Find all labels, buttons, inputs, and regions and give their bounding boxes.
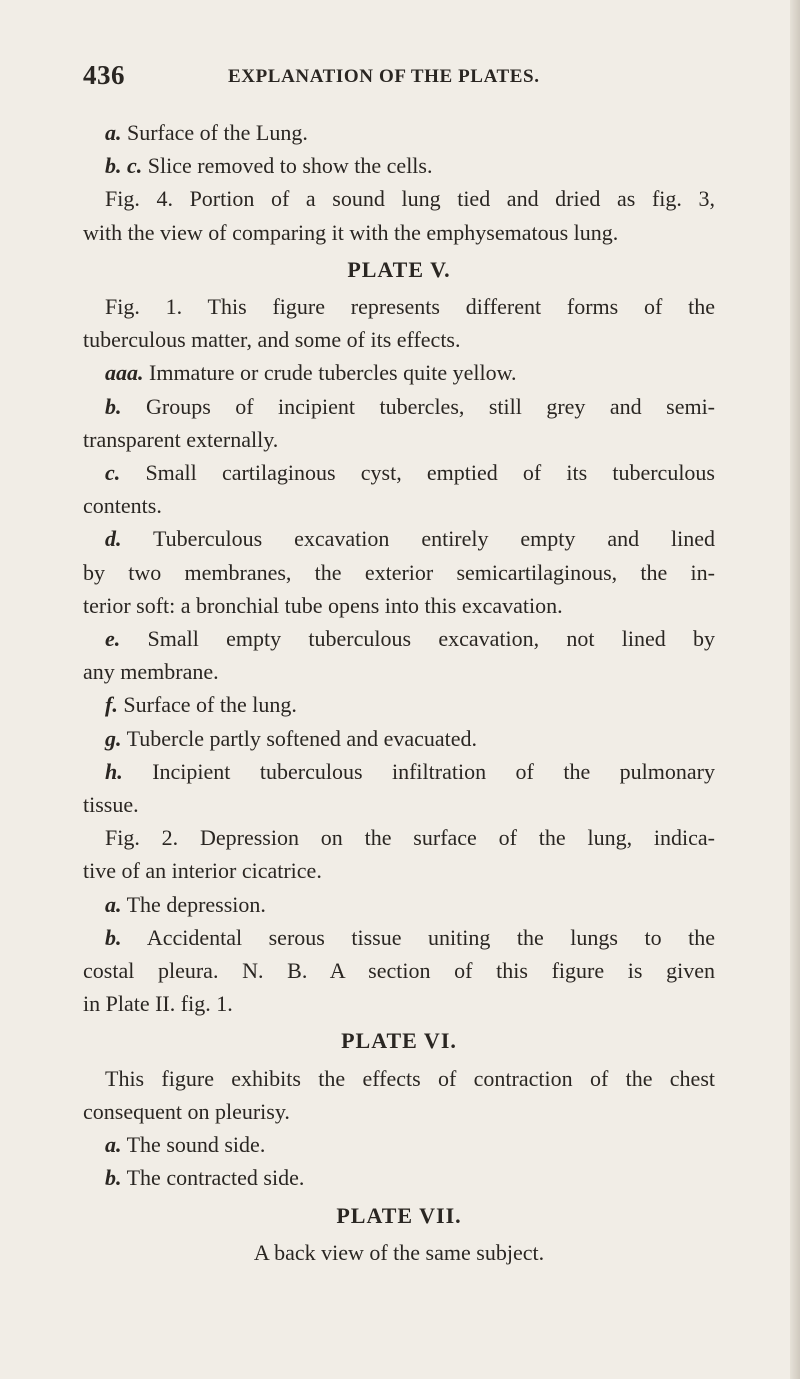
item-b — [83, 390, 715, 423]
item-text: Incipient tuberculous infiltration of the pulmonary — [152, 758, 715, 784]
item-d-cont-1: by two membranes, the exterior semicartilaginous, the in- — [83, 559, 715, 585]
fig2-item-a — [83, 888, 715, 921]
item-bc-slice — [83, 149, 715, 182]
item-d-cont-2: terior soft: a bronchial tube opens into this excavation. — [83, 592, 563, 618]
item-h — [83, 755, 715, 788]
book-page — [83, 60, 715, 1269]
item-label: a. — [105, 120, 122, 145]
item-label: b. — [105, 393, 122, 419]
item-label: aaa. — [105, 360, 144, 386]
plate-vi-line-1: This figure exhibits the effects of contraction of the chest — [105, 1065, 715, 1091]
fig1-line-2: tuberculous matter, and some of its effects. — [83, 327, 461, 353]
item-label: e. — [105, 626, 121, 652]
item-text: Slice removed to show the cells. — [147, 153, 433, 179]
item-label: f. — [105, 692, 118, 718]
item-a-surface — [83, 116, 715, 149]
item-label: g. — [105, 725, 122, 751]
plate-vi-line-2: consequent on pleurisy. — [83, 1098, 290, 1124]
plate-v-heading: PLATE V. — [347, 256, 451, 282]
item-label: a. — [105, 1132, 122, 1158]
item-label: b. — [105, 924, 122, 950]
item-aaa — [83, 356, 715, 389]
plate-vii-line-1: A back view of the same subject. — [253, 1239, 545, 1265]
item-label: d. — [105, 526, 122, 552]
plate-vi-item-b — [83, 1161, 715, 1194]
page-number: 436 — [83, 60, 125, 90]
item-text: Surface of the Lung. — [127, 120, 308, 145]
fig2-line-1: Fig. 2. Depression on the surface of the lung, indica- — [105, 825, 715, 851]
item-f — [83, 688, 715, 721]
item-text: Tubercle partly softened and evacuated. — [126, 725, 478, 751]
item-text: Small cartilaginous cyst, emptied of its tuberculous — [145, 460, 715, 486]
item-text: The contracted side. — [126, 1165, 305, 1191]
running-head: EXPLANATION OF THE PLATES. — [228, 66, 540, 87]
fig2-item-b-cont-1: costal pleura. N. B. A section of this figure is given — [83, 958, 715, 984]
item-g — [83, 722, 715, 755]
item-text: Accidental serous tissue uniting the lungs to the — [146, 924, 715, 950]
plate-vi-item-a — [83, 1128, 715, 1161]
item-label: h. — [105, 758, 123, 784]
item-text: Groups of incipient tubercles, still grey and semi- — [145, 393, 716, 419]
item-c-cont: contents. — [83, 493, 162, 519]
page-header — [83, 60, 715, 100]
page-edge-shadow — [790, 0, 800, 1379]
item-label: b. c. — [105, 153, 143, 179]
item-c — [83, 456, 715, 489]
plate-vii-heading: PLATE VII. — [336, 1202, 462, 1228]
fig4-line-1: Fig. 4. Portion of a sound lung tied and dried as fig. 3, — [105, 186, 715, 212]
item-label: c. — [105, 460, 121, 486]
item-e — [83, 622, 715, 655]
item-text: The sound side. — [126, 1132, 266, 1158]
item-label: b. — [105, 1165, 122, 1191]
item-text: The depression. — [126, 891, 266, 917]
fig4-line-2: with the view of comparing it with the emphysematous lung. — [83, 219, 619, 245]
plate-vi-heading: PLATE VI. — [341, 1028, 457, 1054]
fig2-item-b — [83, 921, 715, 954]
item-text: Small empty tuberculous excavation, not lined by — [147, 626, 716, 652]
item-e-cont: any membrane. — [83, 659, 219, 685]
item-b-cont: transparent externally. — [83, 426, 279, 452]
item-d — [83, 522, 715, 555]
item-text: Tuberculous excavation entirely empty and lined — [153, 526, 715, 552]
item-text: Surface of the lung. — [123, 692, 297, 718]
item-text: Immature or crude tubercles quite yellow. — [149, 360, 517, 386]
item-label: a. — [105, 891, 122, 917]
item-h-cont: tissue. — [83, 792, 139, 818]
fig2-item-b-cont-2: in Plate II. fig. 1. — [83, 991, 233, 1017]
fig2-line-2: tive of an interior cicatrice. — [83, 858, 322, 884]
fig1-line-1: Fig. 1. This figure represents different forms of the — [105, 294, 715, 320]
